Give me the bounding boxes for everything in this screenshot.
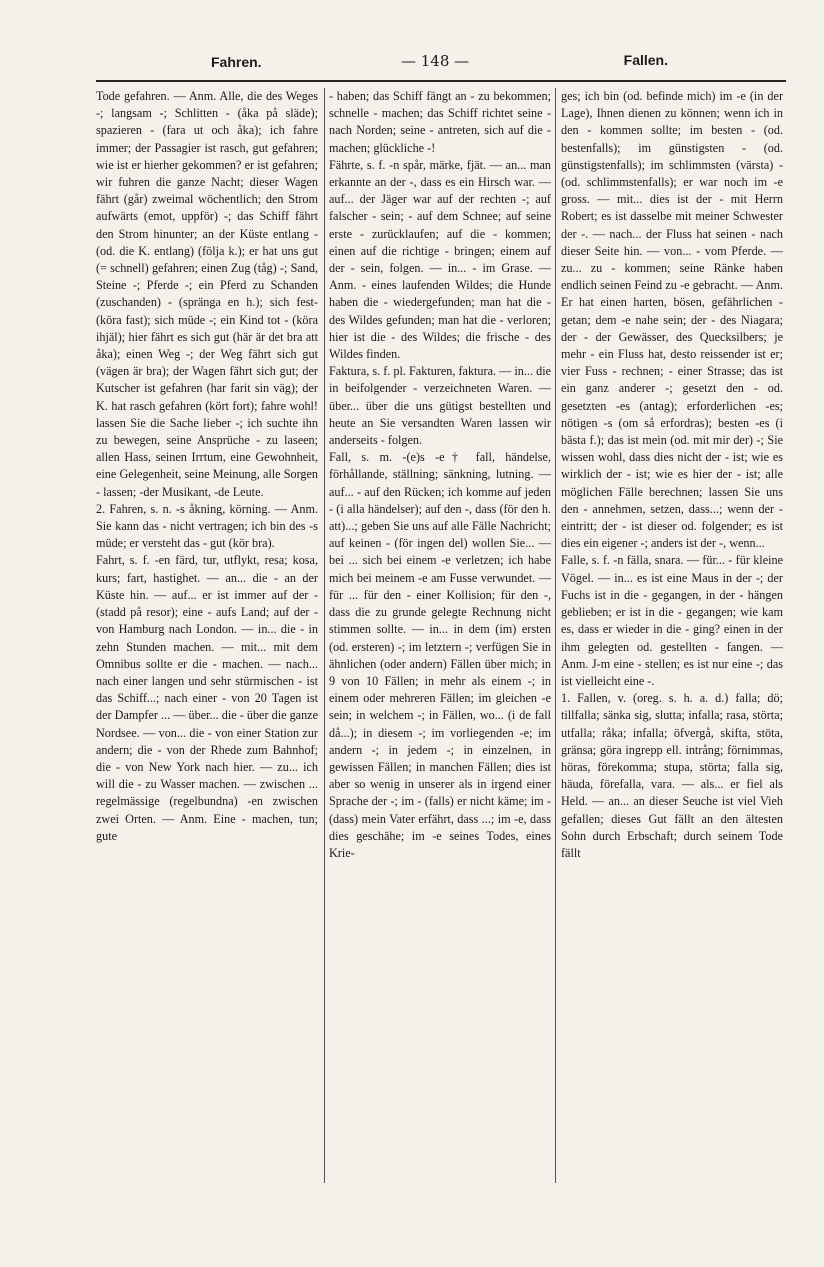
entry-paragraph: Fahrt, s. f. -en färd, tur, utflykt, resa; kosa, kurs; fart, hastighet. — an... die - an der Küste hin. — auf... er ist immer auf der - (stadd på resor); eine - aufs Land; auf der - von Hamburg nach London. — in... die - in zehn Stunden machen. — mit... mit dem Omnibus sollte er die - machen. — nach... nach einer langen und sehr stürmischen - ist das Schiff...; nach einer - von 20 Tagen ist der Dampfer ... — über... die - über die ganze Nordsee. — von... die - von einer Station zur andern; die - von der Rhede zum Bahnhof; die - von New York nach hier. — zu... ich will die - zu Wasser machen. — zwischen ... regelmässige (regelbundna) -en zwischen zwei Orten. — Anm. Eine - machen, tun; gute [96, 553, 318, 843]
entry-paragraph: Faktura, s. f. pl. Fakturen, faktura. — in... die in beifolgender - verzeichneten Waren. — über... über die uns gütigst bestellten und heute an Sie versandten Waren lassen wir anderseits - folgen. [329, 364, 551, 448]
column-divider [555, 88, 556, 1183]
header-left-word: Fahren. [211, 54, 262, 70]
header-rule [96, 80, 786, 82]
entry-paragraph: 1. Fallen, v. (oreg. s. h. a. d.) falla; dö; tillfalla; sänka sig, slutta; infalla; rasa, störta; utfalla; råka; infalla; öfvergå, skifta, stöta, gränsa; göra ingrepp ell. intrång; förnimmas, höras, förekomma; stupa, störta; falla sig, häuda, förefalla, vara. — als... er fiel als Held. — an... an dieser Seuche ist viel Vieh gefallen; dieses Gut fällt an den ältesten Sohn durch Erbschaft; durch seinem Tode fällt [561, 691, 783, 860]
entry-paragraph: Tode gefahren. — Anm. Alle, die des Weges -; langsam -; Schlitten - (åka på släde); spazieren - (fara ut och åka); ich fahre immer; der Passagier ist rasch, gut gefahren; wie ist er hierher gekommen? er ist gefahren; wir fuhren die ganze Nacht; dieser Wagen fährt (går) zweimal wöchentlich; den Strom aufwärts (emot, uppför) -; das Schiff fährt den Strom hinunter; an der Küste entlang - (od. die K. entlang) (följa k.); er hat uns gut (= schnell) gefahren; einen Zug (tåg) -; Sand, Steine -; Pferde -; ein Pferd zu Schanden (zuschanden) - (spränga en h.); sich fest- (köra fast); sich müde -; ein Kind tot - (köra ihjäl); hier fährt es sich gut (här är det bra att åka); einen Weg -; der Weg fährt sich gut (vägen är bra); der Wagen fährt sich gut; der Kutscher ist gefahren (har farit sin väg); der K. hat rasch gefahren (kört fort); fahre wohl! lassen Sie die Sache lieber -; ich suchte ihn zu bewegen, seine Ansprüche - zu laseen; allen Hass, seinen Irrtum, eine Gewohnheit, eine Gelegenheit, seine Meinung, alle Sorgen - lassen; -der Musikant, -de Leute. [96, 89, 318, 499]
entry-paragraph: Fall, s. m. -(e)s -e† fall, händelse, förhållande, ställning; sänkning, lutning. — auf... - auf den Rücken; ich komme auf jeden - (i alla händelser); auf den -, dass (för den h. att)...; geben Sie uns auf alle Fälle Nachricht; auf keinen - (för ingen del) wollen Sie... — bei ... sich bei einem -e verletzen; ich habe mich bei meinem -e am Fusse verwundet. — für ... für den - einer Kollision; für den -, dass die zu grunde gelegte Rechnung nicht stimmen sollte. — in... in dem (im) ersten (od. ersteren) -; im letztern -; verfügen Sie in ähnlichen (oder andern) Fällen über mich; in 9 von 10 Fällen; in mehr als einem -; in einem oder mehreren Fällen; im gleichen -e sein; in welchem -; in Fällen, wo... (i de fall då...); in diesem -; im vorliegenden -e; im andern -; in jedem -; in einzelnen, in gewissen Fällen; in manchen Fällen; dies ist aber so wenig in unserer als in irgend einer Sprache der -; im - (falls) er nicht käme; im - (dass) mein Vater erfährt, dass ...; im -e, dass dies geschähe; im -e seines Todes, eines Krie- [329, 450, 551, 860]
column-divider [324, 88, 325, 1183]
entry-paragraph: - haben; das Schiff fängt an - zu bekommen; schnelle - machen; das Schiff richtet seine - nach Norden; seine - antreten, sich auf die - machen; glückliche -! [329, 89, 551, 155]
entry-paragraph: Falle, s. f. -n fälla, snara. — für... - für kleine Vögel. — in... es ist eine Maus in der -; der Fuchs ist in die - gegangen, in der - hängen geblieben; er ist in die - gegangen; wie kam es, dass er wieder in die - ging? einen in der ihm gelegten od. gestellten - fangen. — Anm. J-m eine - stellen; es ist nur eine -; das ist vielleicht eine -. [561, 553, 783, 688]
entry-paragraph: ges; ich bin (od. befinde mich) im -e (in der Lage), Ihnen dienen zu können; wenn ich in den - kommen sollte; im besten - (od. bestenfalls); im günstigsten - (od. günstigstenfalls); im schlimmsten (värsta) - (od. schlimmstenfalls); er war noch im -e gross. — mit... dies ist der - mit Herrn Robert; es ist dasselbe mit meiner Schwester der -. — nach... der Fluss hat seinen - nach dieser Seite hin. — von... - vom Pferde. — zu... zu - kommen; seine Ränke haben endlich seinen Feind zu -e gebracht. — Anm. Er hat einen harten, bösen, gefährlichen - getan; dem -e nahe sein; der - des Niagara; der - der Gewässer, des Quecksilbers; je mehr - ein Fluss hat, desto reissender ist er; vier Fuss - rechnen; - einer Strasse; das ist ein ganz anderer -; gesetzt den - od. gesetzten -es (antag); erforderlichen -es; nötigen -s (om så erfordras); besten -es (i bästa f.); das ist mein (od. mit mir der) -; Sie wissen wohl, dass dies nicht der - ist; wie es wirklich der - ist; wie es hier der - ist; alle möglichen Fälle berechnen; lassen Sie uns den - annehmen, setzen, dass...; wenn der - eintritt; der - ist dieser od. folgender; es ist dies ein eigener -; anders ist der -, wenn... [561, 89, 783, 551]
text-column-2 [329, 88, 551, 1188]
header-right-word: Fallen. [623, 52, 668, 68]
page-number: — 148 — [401, 52, 470, 70]
text-column-1 [96, 88, 318, 1188]
entry-paragraph: 2. Fahren, s. n. -s åkning, körning. — Anm. Sie kann das - nicht vertragen; ich bin des -s müde; er versteht das - gut (kör bra). [96, 501, 318, 551]
page-header [96, 48, 788, 76]
entry-paragraph: Fährte, s. f. -n spår, märke, fjät. — an... man erkannte an der -, dass es ein Hirsch war. — auf... der Jäger war auf der rechten -; auf falscher - sein; - auf dem Schnee; auf seine erste - zurücklaufen; auf die - kommen; einen auf die richtige - bringen; einem auf der - sein, folgen. — in... - im Grase. — Anm. - eines laufenden Wildes; die Hunde haben die - wiedergefunden; man hat die - des Wildes gefunden; man hat die - verloren; hier ist die - des Wildes; die frische - des Wildes finden. [329, 157, 551, 362]
text-column-3 [561, 88, 783, 1188]
